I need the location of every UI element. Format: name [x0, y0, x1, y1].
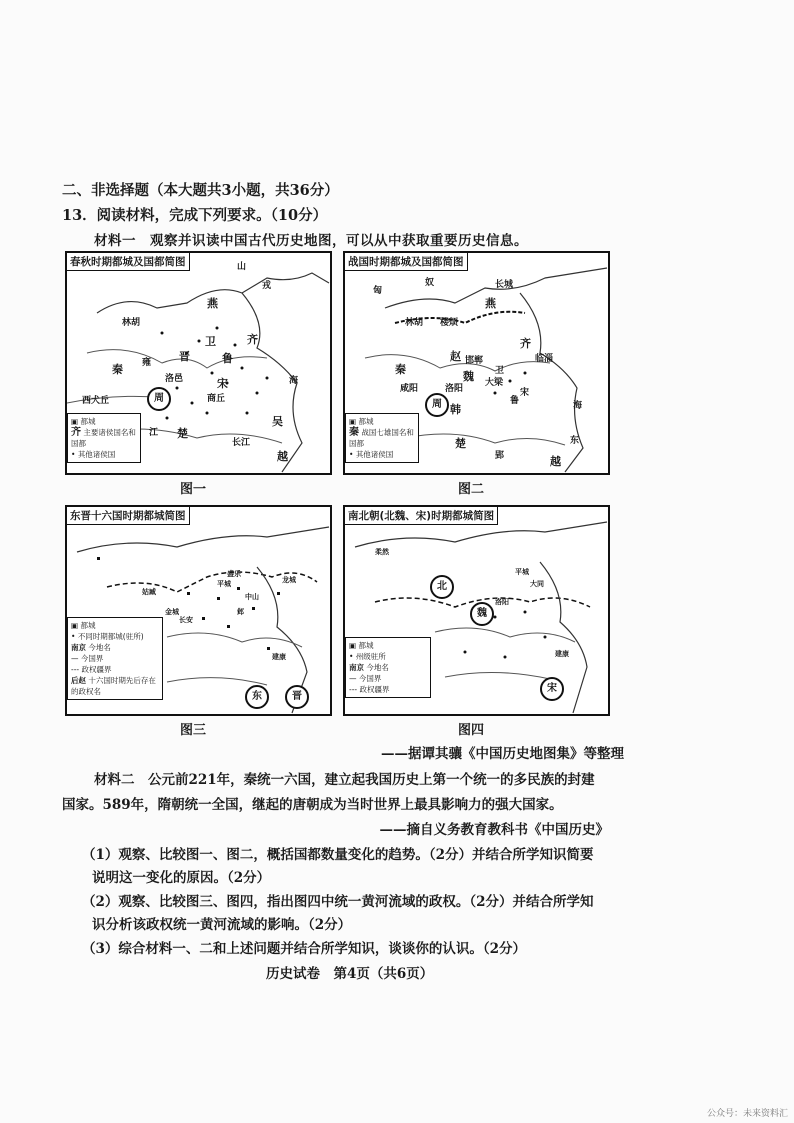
- map-2-label: 奴: [425, 278, 435, 288]
- map-1-label: 燕: [207, 297, 218, 310]
- map-eastern-jin: [65, 505, 332, 716]
- material-1-intro: 材料一 观察并识读中国古代历史地图，可以从中获取重要历史信息。: [94, 233, 528, 249]
- map-3-dongjin-2: 晋: [285, 685, 309, 709]
- map-warring-states: [343, 251, 610, 475]
- legend-prefix: 秦: [349, 427, 359, 438]
- legend-item: 都城: [80, 417, 96, 426]
- map-2-label: 匈: [373, 286, 383, 296]
- map-2-label: 卫: [495, 366, 505, 376]
- legend-prefix: 南京: [71, 643, 86, 652]
- map-4-song: 宋: [540, 677, 564, 701]
- legend-item: 州级驻所: [355, 652, 386, 661]
- map-4-caption: 图四: [458, 723, 485, 738]
- map-1-caption: 图一: [180, 482, 207, 497]
- map-1-label: 长江: [232, 438, 251, 448]
- legend-item: 政权疆界: [81, 665, 112, 674]
- map-4-wei: 魏: [470, 602, 494, 626]
- question-2-line-2: 识分析该政权统一黄河流域的影响。（2分）: [92, 917, 352, 933]
- map-3-label: 龙城: [282, 576, 296, 584]
- map-3-label: 姑臧: [142, 588, 156, 596]
- map-4-legend: ▣ 都城 • 州级驻所 南京 今地名 — 今国界 --- 政权疆界: [345, 637, 431, 698]
- map-4-label: 洛阳: [495, 598, 509, 606]
- map-3-caption: 图三: [180, 723, 207, 738]
- legend-item: 今国界: [358, 674, 382, 683]
- map-3-label: 中山: [245, 593, 259, 601]
- map-2-label: 咸阳: [400, 384, 419, 394]
- map-3-label: 金城: [165, 608, 179, 616]
- question-1-line-1: （1）观察、比较图一、图二，概括国都数量变化的趋势。（2分）并结合所学知识简要: [82, 847, 594, 863]
- map-2-label: 鲁: [510, 396, 520, 406]
- map-2-label: 东: [570, 436, 580, 446]
- map-1-label: 吴: [272, 415, 283, 428]
- question-2-line-1: （2）观察、比较图三、图四，指出图四中统一黄河流域的政权。（2分）并结合所学知: [82, 894, 594, 910]
- map-2-label: 大梁: [485, 378, 504, 388]
- map-3-label: 盛乐: [227, 570, 241, 578]
- map-3-legend: ▣ 都城 • 不同时期都城(驻所) 南京 今地名 — 今国界 --- 政权疆界 后赵 十六国时期先后存在的政权名: [67, 617, 163, 700]
- map-1-label: 卫: [205, 335, 216, 348]
- question-3-line-1: （3）综合材料一、二和上述问题并结合所学知识，谈谈你的认识。（2分）: [82, 941, 527, 957]
- map-1-legend: ▣ 都城 齐 主要诸侯国名和国都 • 其他诸侯国: [67, 413, 141, 463]
- map-2-zhou-capital: 周: [425, 393, 449, 417]
- legend-item: 其他诸侯国: [77, 450, 116, 459]
- map-2-title: 战国时期都城及国都简图: [345, 253, 468, 271]
- map-2-label: 宋: [520, 388, 530, 398]
- legend-item: 都城: [358, 417, 374, 426]
- question-13-heading: 13．阅读材料，完成下列要求。（10分）: [62, 207, 328, 224]
- map-3-label: 邺: [237, 608, 244, 616]
- section-title: 二、非选择题（本大题共3小题，共36分）: [62, 182, 339, 199]
- map-2-label: 洛阳: [445, 384, 464, 394]
- page-footer: 历史试卷 第4页（共6页）: [266, 966, 434, 982]
- legend-item: 今国界: [80, 654, 104, 663]
- legend-item: 十六国时期先后存在的政权名: [71, 676, 156, 696]
- map-1-label: 雍: [142, 358, 152, 368]
- map-2-legend: ▣ 都城 秦 战国七雄国名和国都 • 其他诸侯国: [345, 413, 419, 463]
- source-1: ——据谭其骧《中国历史地图集》等整理: [381, 746, 624, 762]
- map-2-label: 赵: [450, 350, 461, 363]
- material-2-line-2: 国家。589年，隋朝统一全国，继起的唐朝成为当时世界上最具影响力的强大国家。: [62, 797, 563, 813]
- map-3-label: 长安: [179, 616, 193, 624]
- map-1-label: 西犬丘: [82, 396, 110, 406]
- map-1-label: 江: [149, 428, 159, 438]
- map-1-label: 鲁: [222, 352, 233, 365]
- map-2-label: 韩: [450, 403, 461, 416]
- map-2-label: 秦: [395, 363, 406, 376]
- map-1-label: 山: [237, 262, 247, 272]
- map-2-label: 越: [550, 455, 561, 468]
- map-4-label: 大同: [530, 580, 544, 588]
- legend-prefix: 齐: [71, 427, 81, 438]
- question-1-line-2: 说明这一变化的原因。（2分）: [92, 870, 271, 886]
- legend-prefix: 南京: [349, 663, 364, 672]
- map-2-label: 楚: [455, 437, 466, 450]
- map-3-title: 东晋十六国时期都城简图: [67, 507, 190, 525]
- map-2-caption: 图二: [458, 482, 485, 497]
- map-2-label: 魏: [463, 370, 474, 383]
- map-2-label: 海: [573, 401, 583, 411]
- legend-item: 其他诸侯国: [355, 450, 394, 459]
- map-southern-northern: [343, 505, 610, 716]
- legend-item: 不同时期都城(驻所): [77, 632, 144, 641]
- map-2-label: 邯郸: [465, 356, 484, 366]
- map-1-label: 商丘: [207, 394, 226, 404]
- map-1-label: 越: [277, 450, 288, 463]
- map-3-dongjin-1: 东: [245, 685, 269, 709]
- legend-item: 都城: [358, 641, 374, 650]
- map-1-label: 齐: [247, 333, 258, 346]
- watermark: 公众号：未来资料汇: [706, 1109, 788, 1119]
- map-4-label: 柔然: [375, 548, 389, 556]
- map-1-label: 海: [289, 376, 299, 386]
- map-4-label: 平城: [515, 568, 529, 576]
- legend-item: 都城: [80, 621, 96, 630]
- map-2-label: 长城: [495, 280, 514, 290]
- map-1-label: 洛邑: [165, 374, 184, 384]
- legend-item: 战国七雄国名和国都: [349, 428, 414, 448]
- map-2-label: 燕: [485, 297, 496, 310]
- map-3-label: 建康: [272, 653, 286, 661]
- legend-item: 今地名: [366, 663, 389, 672]
- map-1-title: 春秋时期都城及国都简图: [67, 253, 190, 271]
- legend-item: 主要诸侯国名和国都: [71, 428, 136, 448]
- map-2-label: 郢: [495, 451, 505, 461]
- source-2: ——摘自义务教育教科书《中国历史》: [379, 822, 609, 838]
- map-2-label: 林胡: [405, 318, 424, 328]
- map-1-label: 秦: [112, 363, 123, 376]
- map-2-label: 楼烦: [440, 318, 459, 328]
- map-3-label: 平城: [217, 580, 231, 588]
- map-4-title: 南北朝(北魏、宋)时期都城简图: [345, 507, 498, 525]
- map-2-label: 临淄: [535, 354, 554, 364]
- material-2-line-1: 材料二 公元前221年，秦统一六国，建立起我国历史上第一个统一的多民族的封建: [94, 772, 595, 788]
- map-1-label: 林胡: [122, 318, 141, 328]
- map-spring-autumn: [65, 251, 332, 475]
- map-1-label: 宋: [217, 377, 228, 390]
- legend-item: 政权疆界: [359, 685, 390, 694]
- map-1-label: 晋: [179, 350, 190, 363]
- map-2-label: 齐: [520, 337, 531, 350]
- map-1-label: 楚: [177, 427, 188, 440]
- map-1-label: 戎: [262, 281, 272, 291]
- map-1-zhou-capital: 周: [147, 387, 171, 411]
- map-4-label: 建康: [555, 650, 569, 658]
- map-4-north: 北: [430, 575, 454, 599]
- legend-item: 今地名: [88, 643, 111, 652]
- legend-prefix: 后赵: [71, 676, 86, 685]
